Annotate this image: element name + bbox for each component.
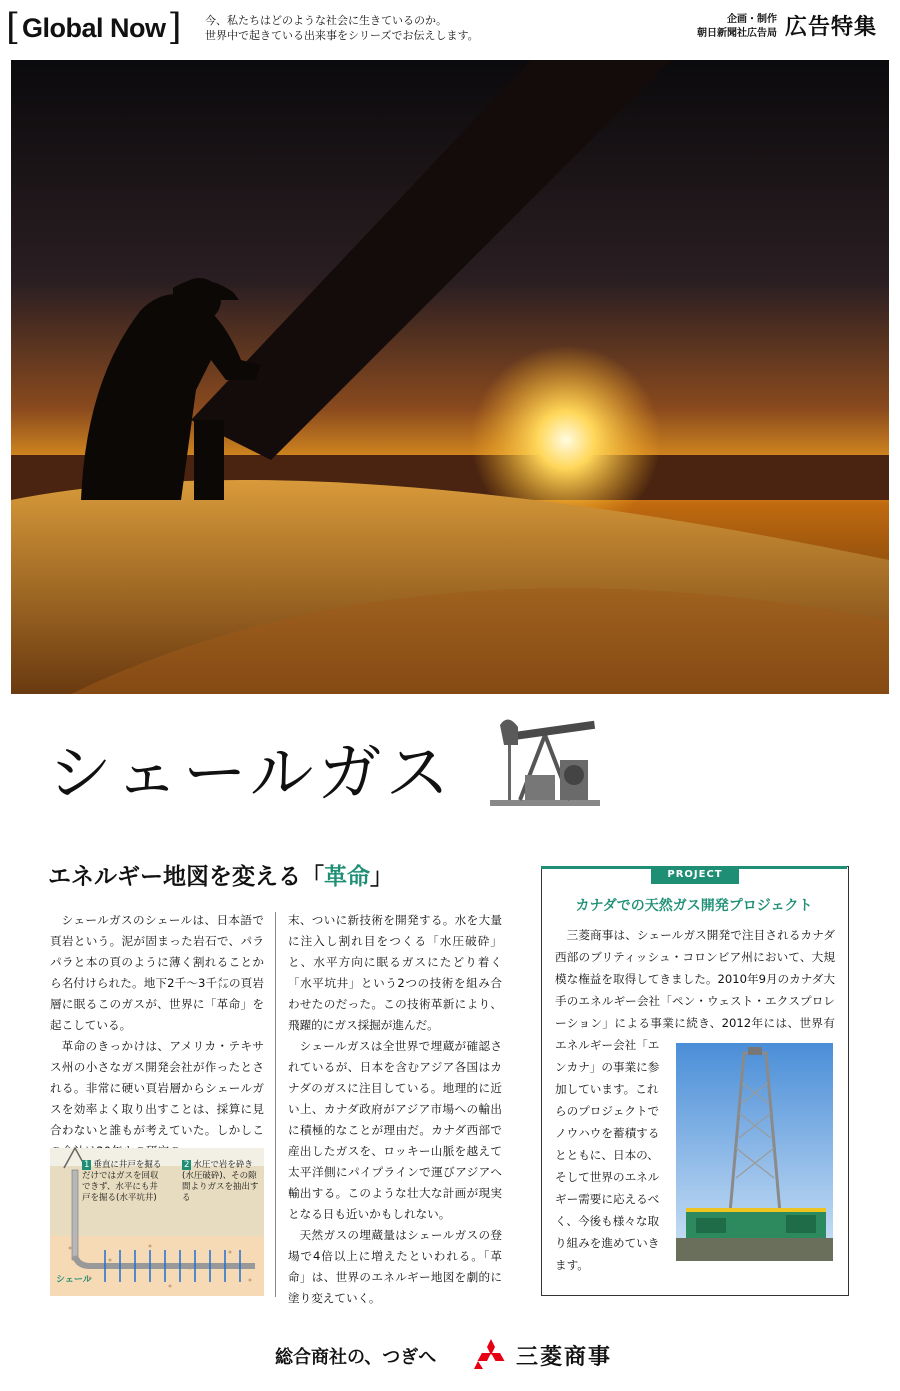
company-name: 三菱商事 — [516, 1344, 613, 1370]
diagram-layer-label: シェール — [56, 1275, 92, 1285]
diagram-label-2 — [182, 1160, 260, 1204]
project-body-2: エネルギー会社「エンカナ」の事業に参加しています。これらのプロジェクトでノウハウを蓄積するとともに、日本の、そして世界のエネルギー需要に応えるべく、今後も様々な取り組みを進めていきます。 — [555, 1038, 660, 1272]
diagram-num-1: 1 — [84, 1160, 90, 1170]
article-paragraph: 革命のきっかけは、アメリカ・テキサス州の小さなガス開発会社が作ったとされる。非常に硬い頁岩層からシェールガスを効率よく取り出すことは、採算に見合わないと誰もが考えていた。しかしこ — [50, 1039, 264, 1137]
diagram-text-1: 垂直に井戸を掘るだけではガスを回収できず、水平にも井戸を掘る(水平坑井) — [82, 1160, 162, 1203]
three-diamonds-logo-icon — [474, 1339, 508, 1369]
diagram-label-1 — [82, 1160, 162, 1204]
credit-line-2: 朝日新聞社広告局 — [697, 28, 777, 39]
project-body-1: 三菱商事は、シェールガス開発で注目されるカナダ西部のブリティッシュ・コロンビア州において、大規模な権益を取得してきました。2010年9月のカナダ大手のエネルギー会社「ペン・ウェスト・エクスプロレーション」による事業に続き、2012年には、世界有 — [555, 928, 835, 1030]
project-tag: PROJECT — [651, 866, 739, 884]
article-column-1 — [50, 910, 264, 1162]
brand-text: Global Now — [22, 12, 166, 43]
diagram-text-2: 水圧で岩を砕き(水圧破砕)、その隙間よりガスを抽出する — [182, 1160, 259, 1203]
column-divider — [275, 912, 276, 1297]
shale-drilling-diagram — [50, 1148, 264, 1296]
article-paragraph: シェールガスは全世界で埋蔵が確認されているが、日本を含むアジア各国はカナダのガスに注目している。地理的に近い上、カナダ政府がアジア市場への輸出に積極的なことが理由だ。カナダ西部で産出したガスを、ロッキー山脈を越えて太平洋側にパイプラインで運びアジアへ輸出する。このような壮大な計画が現実となる日も近いかもしれない。 — [288, 1039, 502, 1221]
credit-line-1: 企画・制作 — [727, 14, 777, 25]
series-intro — [205, 13, 525, 43]
intro-line-1: 今、私たちはどのような社会に生きているのか。 — [205, 14, 447, 27]
article-paragraph: 天然ガスの埋蔵量はシェールガスの登場で4倍以上に増えたといわれる。「革命」は、世界のエネルギー地図を劇的に塗り変えていく。 — [288, 1228, 502, 1305]
subhead-prefix: エネルギー地図を変える「 — [48, 863, 324, 890]
article-paragraph: シェールガスのシェールは、日本語で頁岩という。泥が固まった岩石で、パラパラと本の頁のように薄く割れることから名付けられた。地下2千〜3千㍍の頁岩層に眠るこのガスが、世界に「革命」を起こしている。 — [50, 913, 264, 1032]
project-title: カナダでの天然ガス開発プロジェクト — [575, 898, 813, 914]
diagram-num-2: 2 — [184, 1160, 190, 1170]
production-credit — [677, 13, 777, 41]
subhead-highlight: 革命 — [324, 863, 370, 890]
series-brand: [ Global Now ] — [6, 7, 182, 48]
article-paragraph: 末、ついに新技術を開発する。水を大量に注入し割れ目をつくる「水圧破砕」と、水平方向に眠るガスにたどり着く「水平坑井」という2つの技術を組み合わせたのだった。この技術革新により、飛躍的にガス採掘が進んだ。 — [288, 913, 502, 1032]
drilling-rig-photo — [676, 1043, 833, 1261]
page-title: シェールガス — [48, 737, 454, 811]
article-subhead — [48, 858, 393, 891]
ad-label: 広告特集 — [785, 14, 878, 40]
pumpjack-illustration — [490, 705, 600, 810]
corporate-tagline: 総合商社の、つぎへ — [275, 1347, 437, 1368]
subhead-suffix: 」 — [370, 863, 393, 890]
intro-line-2: 世界中で起きている出来事をシリーズでお伝えします。 — [205, 29, 479, 42]
article-column-2 — [288, 910, 502, 1309]
hero-photo — [11, 60, 889, 694]
